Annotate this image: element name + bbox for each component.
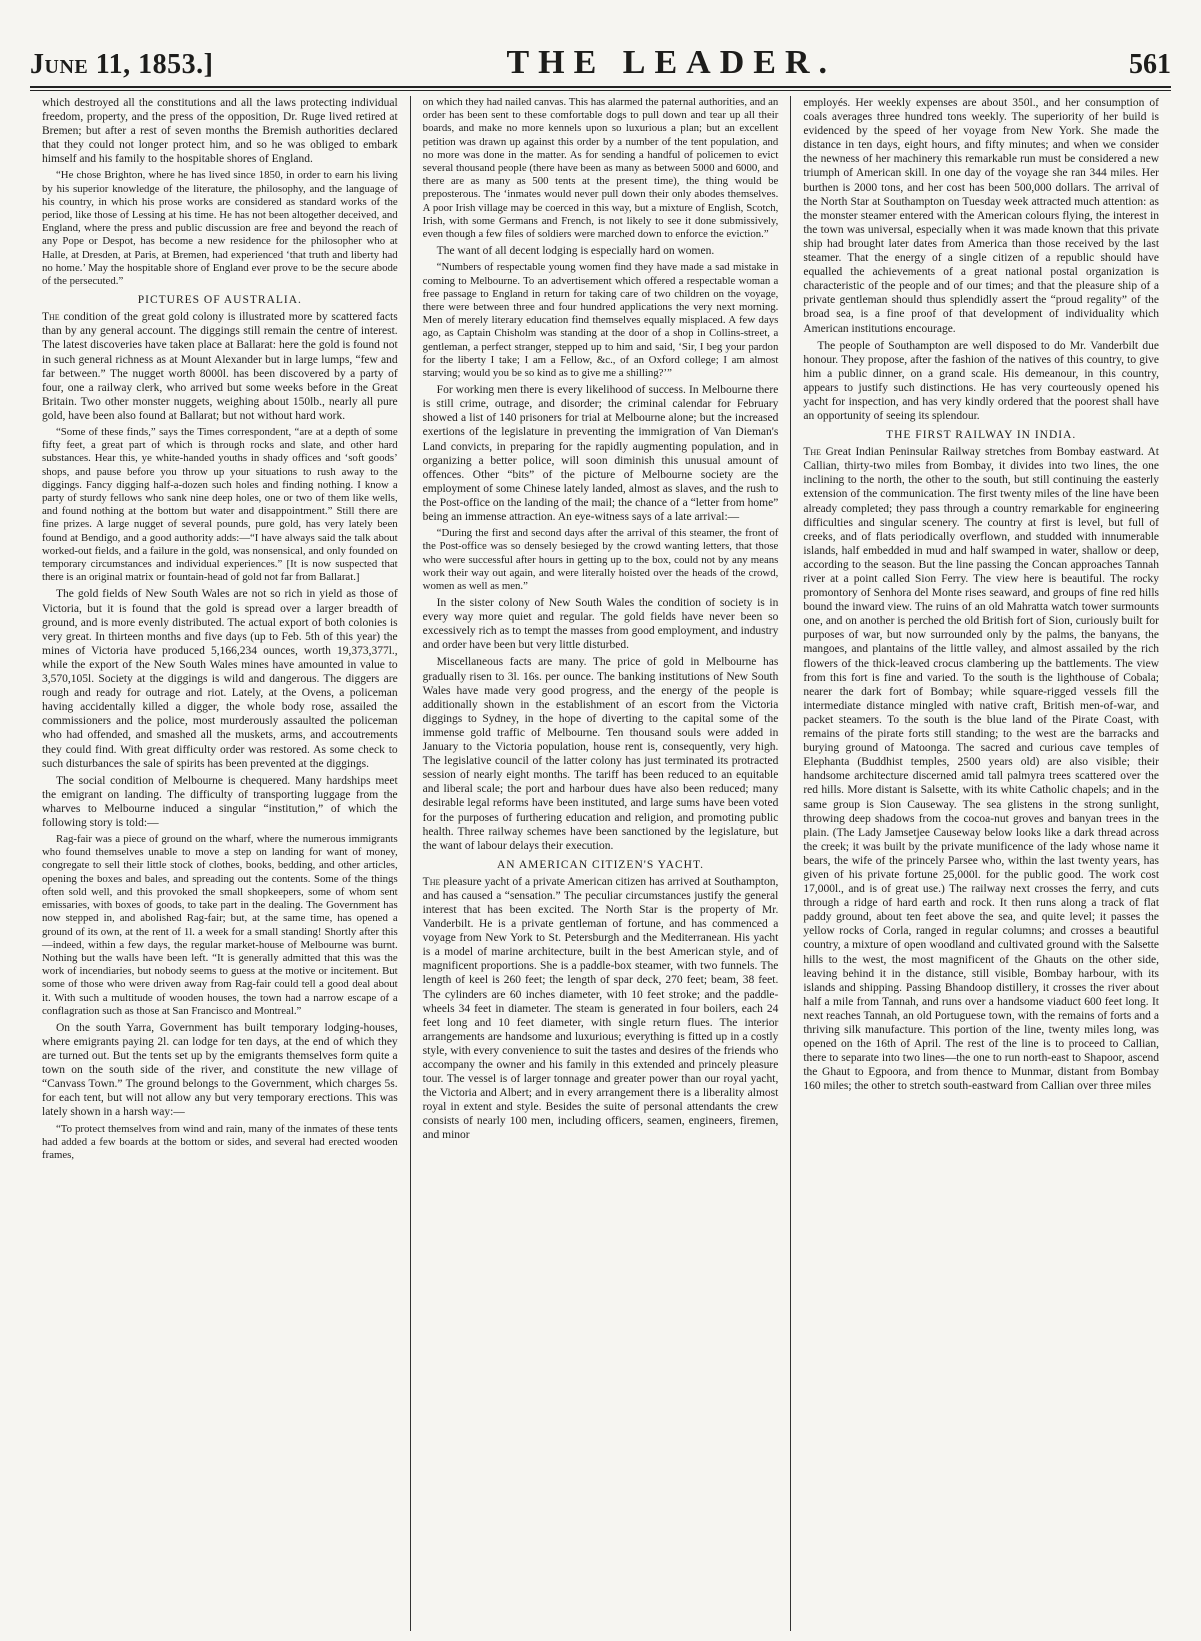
paragraph-text: pleasure yacht of a private American citizen has arrived at Southampton, and has caused a “sensation.” The peculiar circumstances justify the general interest that has been excited. The North Star is the property of Mr. Vanderbilt. He is a private gentleman of fortune, and has commenced a voyage from New York to St. Petersburgh and the Mediterranean. His yacht is a model of marine architecture, built in the best American style, and of magnificent proportions. She is a paddle-box steamer, with two funnels. The length of keel is 260 feet; the length of spar deck, 270 feet; beam, 38 feet. The cylinders are 60 inches diameter, with 10 feet stroke; and the paddle-wheels 34 feet in diameter. The steam is generated in four boilers, each 24 feet long and 10 feet diameter, with single return flues. The interior arrangements are handsome and luxurious; everything is fitted up in a costly style, with every convenience to suit the tastes and desires of the friends who accompany the owner and his family in this extended and princely pleasure tour. The vessel is of larger tonnage and greater power than our royal yacht, the Victoria and Albert; and in every arrangement there is a liberality almost royal in extent and style. Besides the suite of personal attendants the crew consists of nearly 100 men, including officers, seamen, engineers, firemen, and minor (422, 875, 779, 1142)
paragraph: For working men there is every likelihood of success. In Melbourne there is still crime, outrage, and disorder; the criminal calendar for February showed a list of 140 prisoners for trial at Melbourne alone; but the increased exertions of the legislature in preventing the immigration of Van Dieman's Land convicts, in preparing for the rapidly augmenting population, and in organizing a better police, will soon diminish this unusual amount of offences. Other “bits” of the picture of Melbourne society are the employment of some Chinese lately landed, almost as slaves, and the rush to the Post-office on the landing of the mail; the chance of a “letter from home” being an immense attraction. An eye-witness says of a late arrival:— (422, 384, 779, 523)
paragraph: The social condition of Melbourne is chequered. Many hardships meet the emigrant on landing. The difficulty of transporting luggage from the wharves to Melbourne induced a singular “institution,” of which the following story is told:— (42, 774, 398, 829)
newspaper-title: THE LEADER. (506, 44, 836, 81)
quoted-paragraph: “He chose Brighton, where he has lived since 1850, in order to earn his living by his superior knowledge of the literature, the philosophy, and the language of his country, in which his prose works are considered as standard works of the period, like those of Lessing at his time. He has not been altogether deceived, and England, where the press and public discussion are free and beyond the reach of any Pope or Despot, has become a new residence for the philosopher who at Halle, at Dresden, at Paris, at Bremen, had experienced ‘that truth and liberty had no home.’ May the hospitable shore of England ever prove to be the secure abode of the persecuted.” (42, 169, 398, 288)
paragraph-text: condition of the great gold colony is illustrated more by scattered facts than by any general account. The diggings still remain the centre of interest. The latest discoveries have taken place at Ballarat: here the gold is found not in such general richness as at Mount Alexander but in large lumps, “few and far between.” The nugget worth 8000l. has been discovered by a party of four, one a railway clerk, who arrived but some weeks before in the Great Britain. Two other monster nuggets, weighing about 150lb., nearly all pure gold, have been also found at Ballarat; but not without hard work. (42, 311, 398, 422)
paragraph: The want of all decent lodging is especially hard on women. (436, 245, 715, 258)
quoted-paragraph: Rag-fair was a piece of ground on the wharf, where the numerous immigrants who found themselves unable to move a step on landing for want of money, congregate to sell their little stock of clothes, books, bedding, and other articles, opening the boxes and bales, and spreading out the contents. Some of the things often sold well, and this provoked the small shopkeepers, some of whom sent emissaries, with boxes of goods, to take part in the dealing. The Government has now stepped in, and abolished Rag-fair; but, at the same time, has opened a ground of its own, at the rent of 1l. a week for a small standing! Shortly after this—indeed, within a few days, the regular market-house of Melbourne was burnt. Nothing but the walls have been left. “It is generally admitted that this was the work of incendiaries, but nobody seems to guess at the motive or incitement. But some of those who were driven away from Rag-fair could tell a good deal about it. With such a multitude of wooden houses, the town had a narrow escape of a conflagration such as those at San Francisco and Montreal.” (42, 833, 398, 1017)
quoted-paragraph: “To protect themselves from wind and rain, many of the inmates of these tents had added a few boards at the bottom or sides, and several had erected wooden frames, (42, 1122, 398, 1161)
lead-paragraph (42, 310, 398, 423)
paragraph: which destroyed all the constitutions and all the laws protecting individual freedom, property, and the press of the opposition, Dr. Ruge lived retired at Bremen; but after a rest of seven months the Bremish authorities declared that they could not longer protect him, and so he was obliged to embark himself and his family to the hospitable shores of England. (42, 97, 398, 166)
paragraph-text: Great Indian Peninsular Railway stretches from Bombay eastward. At Callian, thirty-two miles from Bombay, it divides into two lines, the one inclining to the north, the other to the south, but still continuing the easterly extension of the communication. The first twenty miles of the line have been already completed; they pass through a country remarkable for engineering difficulties and singular scenery. The country at first is level, but full of creeks, and of flats periodically overflown, and studded with innumerable islands, half embedded in mud and half swamped in water, shallow or deep, according to the season. But the line passing the Concan approaches Tannah river at a point called Sion Ferry. The view here is beautiful. The rocky promontory of Senhora del Monte rises seaward, and groups of fine red hills bound the inward view. The ruins of an old Mahratta watch tower surmounts one, and on another is perched the old British fort of Sion, curiously built for purposes of war, but now surrounded only by the palms, the banyans, the mangoes, and plantains of the little valley, and almost assailed by the rich flowers of the thick-leaved crocus clambering up the battlements. The view from this fort is fine and varied. To the south is the lighthouse of Cobala; nearer the dark fort of Bombay; while square-rigged vessels fill the intermediate distance mingled with native craft, British men-of-war, and packet steamers. To the south is the blue land of the Pirate Coast, with remains of the pirate forts still standing; to the west are the barracks and burying ground of Matoonga. The sacred and curious cave temples of Elephanta (Buddhist temples, 2500 years old) are also visible; their handsome architecture discerned amid tall palmyra trees scattered over the red hills. More distant is Salsette, with its white Catholic chapels; and in the same group is Sion Causeway. The sea glistens in the strong sunlight, throwing deep shadows from the cocoa-nut groves and banyan trees in the plain. (The Lady Jamsetjee Causeway below looks like a dark thread across the creek; it was built by the private munificence of the lady whose name it bears, the wife of the princely Parsee who, within the last twenty years, has given of his private fortune 25,000l. for the public good. The work cost 17,000l., and is of great use.) The railway next crosses the ferry, and cuts through a ridge of hard earth and rock. It then runs along a track of flat paddy ground, about ten feet above the sea, and quite level; it passes the yellow rocks of Corla, ranged in regular columns; and crosses a beautiful country, a mixture of open woodland and cultivated ground with the Salsette hills to the west, the most magnificent of the Ghauts on the other side, leaving behind it in the distance, still visible, Bombay harbour, with its islands and shipping. Passing Bhandoop distillery, it crosses the river about half a mile from Tannah, and runs over a handsome viaduct 600 feet long. It next reaches Tannah, an old Portuguese town, with the remains of forts and a thriving silk manufacture. This portion of the line, twenty miles long, was opened on the 16th of April. The rest of the line is to proceed to Callian, there to separate into two lines—the one to run north-east to Shapoor, ascend the Ghaut to Egpoora, and from thence to Munmar, distant from Bombay 160 miles; the other to stretch south-eastward from Callian over three miles (803, 446, 1160, 1093)
quoted-paragraph: “During the first and second days after the arrival of this steamer, the front of the Post-office was so densely besieged by the crowd wanting letters, that those who were successful after hours in getting up to the box, could not by any means work their way out again, and were literally hoisted over the heads of the crowd, women as well as men.” (422, 527, 779, 592)
issue-date: June 11, 1853.] (30, 49, 214, 80)
column-2 (410, 96, 791, 1631)
masthead (30, 44, 1171, 84)
lead-word: The (803, 446, 822, 459)
paragraph: On the south Yarra, Government has built temporary lodging-houses, where emigrants paying 2l. can lodge for ten days, at the end of which they are turned out. But the tents set up by the emigrants themselves form quite a town on the south side of the river, and constitute the new village of “Canvass Town.” The ground belongs to the Government, which charges 5s. for each tent, but will not allow any but very temporary erections. This was lately shown in a harsh way:— (42, 1021, 398, 1119)
masthead-rule-thin (30, 90, 1171, 91)
column-3 (790, 96, 1171, 1631)
section-heading: PICTURES OF AUSTRALIA. (137, 294, 302, 307)
lead-word: The (42, 311, 60, 324)
quoted-paragraph: on which they had nailed canvas. This has alarmed the paternal authorities, and an order has been sent to these comfortable dogs to pull down and tear up all their boards, and make no more kennels upon so luxurious a plan; but an excellent petition was drawn up against this order by a number of the tent population, and no more was done in the matter. As for sending a handful of policemen to evict several thousand people (there have been as many as between 5000 and 6000, and there are as many as 500 tents at the present time), the thing would be preposterous. The ‘inmates would never pull down their only abodes themselves. A poor Irish village may be coerced in this way, but a mixture of English, Scotch, Irish, with some Germans and French, is not likely to see it done submissively, even though a few files of soldiers were marched down to enforce the eviction.” (422, 96, 779, 241)
quoted-paragraph: “Numbers of respectable young women find they have made a sad mistake in coming to Melbourne. To an advertisement which offered a respectable woman a free passage to England in return for taking care of two children on the voyage, there were between three and four hundred applications the very next morning. Men of merely literary education find themselves equally misplaced. A few days ago, as Captain Chisholm was standing at the door of a shop in Collins-street, a gentleman, a perfect stranger, stepped up to him and said, ‘Sir, I beg your pardon for the liberty I take; I am a Fellow, &c., of an Oxford college; I am almost starving; would you be so kind as to give me a shilling?’” (422, 261, 779, 379)
masthead-rule-thick (30, 86, 1171, 88)
paragraph: The people of Southampton are well disposed to do Mr. Vanderbilt due honour. They propose, after the fashion of the natives of this country, to give him a public dinner, on a grand scale. His demeanour, in this country, appears to justify such distinctions. He has very courteously opened his yacht for inspection, and has very kindly ordered that the poorest shall have an opportunity of seeing its splendour. (803, 339, 1160, 423)
lead-paragraph (803, 445, 1159, 1093)
paragraph: In the sister colony of New South Wales the condition of society is in every way more quiet and regular. The gold fields have never been so excessively rich as to tempt the masses from good employment, and industry and order have been but very little disturbed. (422, 597, 779, 652)
column-1 (30, 96, 410, 1631)
article-columns (30, 96, 1171, 1631)
paragraph: Miscellaneous facts are many. The price of gold in Melbourne has gradually risen to 3l. 16s. per ounce. The banking institutions of New South Wales have made very good progress, and the energy of the people is additionally shown in the establishment of an escort from the Victoria diggings to Sydney, in the hope of diverting to the capital some of the immense gold traffic of Melbourne. Ten thousand souls were added in January to the Victoria population, house rent is, consequently, very high. The legislative council of the latter colony has just terminated its protracted session of nearly eight months. The tariff has been reduced to an equitable and liberal scale; the port and harbour dues have also been reduced; many desirable legal reforms have been instituted, and large sums have been voted for the purposes of furthering education and religion, and promoting public health. Three railway schemes have been sanctioned by the legislature, but the want of labour delays their execution. (422, 656, 779, 852)
paragraph: employés. Her weekly expenses are about 350l., and her consumption of coals averages three hundred tons weekly. The superiority of her build is evidenced by the speed of her voyage from New York. She made the distance in ten days, eight hours, and fifty minutes; and when we consider the newness of her machinery this remarkable run must be considered a new triumph of American skill. In one day of the voyage she ran 344 miles. Her burthen is 2000 tons, and her cost has been 500,000 dollars. The arrival of the North Star at Southampton on Tuesday week attracted much attention: as the monster steamer entered with the American colours flying, the interest in the town was universal, especially when it was made known that this private ship had brought later dates from America than those received by the last steamer. That the energy of a single citizen of a republic should have equalled the achievements of a great national postal organization is characteristic of the people and of our times; and that the pleasure ship of a private gentleman should thus splendidly assert the “proud regality” of the broad sea, is a fine proof of that development of individuality which American institutions encourage. (803, 97, 1160, 335)
page-number: 561 (1128, 49, 1171, 80)
lead-paragraph (423, 875, 779, 1143)
paragraph: The gold fields of New South Wales are not so rich in yield as those of Victoria, but it is found that the gold is spread over a larger breadth of ground, and is more evenly distributed. The actual export of both colonies is very great. In thirteen months and five days (up to Feb. 5th of this year) the mines of Victoria have produced 5,166,234 ounces, worth 19,373,377l., while the export of the New South Wales mines have amounted in value to 3,570,105l. Society at the diggings is wild and dangerous. The diggers are rough and ready for outrage and riot. Lately, at the Ovens, a policeman having accidentally killed a digger, the whole body rose, assailed the commissioners and the police, most murderously assaulted the policeman who had offended, and smashed all the muskets, arms, and accoutrements they could find. With great difficulty order was restored. As some check to such disturbances the sale of spirits has been prevented at the diggings. (42, 588, 398, 770)
lead-word: The (422, 875, 441, 888)
section-heading: AN AMERICAN CITIZEN'S YACHT. (496, 858, 705, 871)
quoted-paragraph: “Some of these finds,” says the Times correspondent, “are at a depth of some fifty feet, a great part of which is through rocks and slate, and other hard substances. Hear this, ye white-handed youths in shady offices and ‘soft goods’ shops, and pause before you throw up your situations to rush away to the diggings. Fancy digging half-a-dozen such holes and finding nothing. I know a party of sturdy fellows who sank nine deep holes, one or two of them like wells, and found nothing at the bottom but water and disappointment.” Still there are fine prizes. A large nugget of several pounds, pure gold, has very lately been found at Bendigo, and a good authority adds:—“I have always said the talk about worked-out fields, and a failure in the gold, was nonsensical, and only founded on temporary circumstances and individual experiences.” [It is now suspected that there is an original matrix or fountain-head of gold not far from Ballarat.] (42, 426, 398, 584)
section-heading: THE FIRST RAILWAY IN INDIA. (886, 429, 1077, 442)
